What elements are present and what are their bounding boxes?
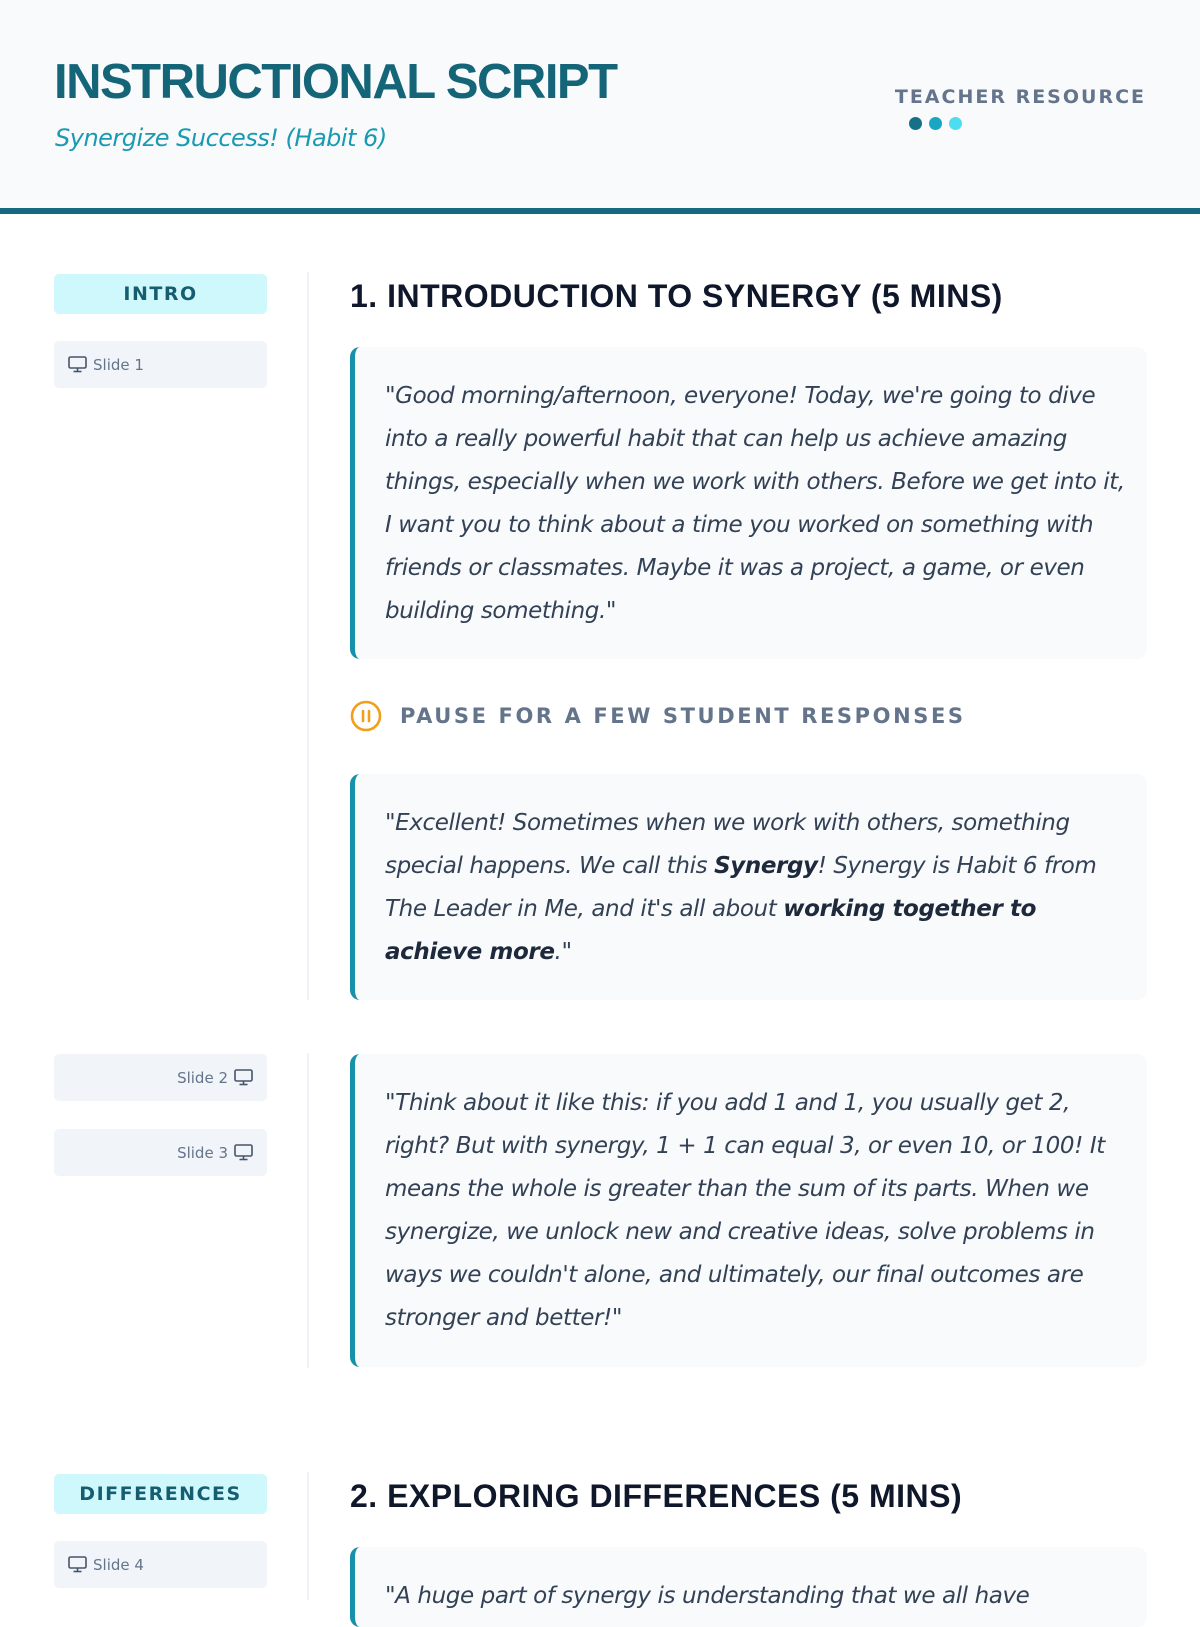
dot-1 bbox=[909, 117, 922, 130]
slide-label: Slide 4 bbox=[93, 1555, 144, 1574]
section-divider bbox=[307, 1053, 309, 1368]
monitor-icon bbox=[68, 356, 87, 373]
section-chip-intro: INTRO bbox=[54, 274, 267, 314]
document-title: INSTRUCTIONAL SCRIPT bbox=[54, 55, 617, 109]
pause-instruction bbox=[350, 700, 966, 732]
dot-2 bbox=[929, 117, 942, 130]
script-quote: "Good morning/afternoon, everyone! Today, we're going to dive into a really powerful habit that can help us achieve amazing things, especially when we work with others. Before we get into it, I want you to think about a time you worked on something with friends or classmates. Maybe it was a project, a game, or even building something." bbox=[350, 347, 1147, 659]
decorative-dots bbox=[909, 117, 962, 130]
slide-tag-2[interactable] bbox=[54, 1054, 267, 1101]
quote-emphasis: working together to achieve more bbox=[385, 896, 1037, 965]
monitor-icon bbox=[68, 1556, 87, 1573]
monitor-icon bbox=[234, 1069, 253, 1086]
slide-label: Slide 1 bbox=[93, 355, 144, 374]
slide-tag-1[interactable] bbox=[54, 341, 267, 388]
script-quote: "A huge part of synergy is understanding that we all have bbox=[350, 1547, 1147, 1627]
section-chip-differences: DIFFERENCES bbox=[54, 1474, 267, 1514]
script-quote: "Think about it like this: if you add 1 and 1, you usually get 2, right? But with synergy, 1 + 1 can equal 3, or even 10, or 100! It means the whole is greater than the sum of its parts. When we synergize, we unlock new and creative ideas, solve problems in ways we couldn't alone, and ultimately, our final outcomes are stronger and better!" bbox=[350, 1054, 1147, 1367]
dot-3 bbox=[949, 117, 962, 130]
slide-label: Slide 3 bbox=[177, 1143, 228, 1162]
monitor-icon bbox=[234, 1144, 253, 1161]
slide-tag-3[interactable] bbox=[54, 1129, 267, 1176]
pause-text: PAUSE FOR A FEW STUDENT RESPONSES bbox=[400, 704, 966, 728]
section-heading: 2. EXPLORING DIFFERENCES (5 MINS) bbox=[350, 1478, 963, 1514]
slide-tag-4[interactable] bbox=[54, 1541, 267, 1588]
slide-label: Slide 2 bbox=[177, 1068, 228, 1087]
document-header bbox=[0, 0, 1200, 214]
quote-text: ! Synergy is Habit 6 from The Leader in Me, and it's all about bbox=[385, 853, 1097, 922]
quote-text: "Excellent! Sometimes when we work with others, something special happens. We call this bbox=[385, 810, 1070, 879]
section-divider bbox=[307, 1472, 309, 1600]
pause-icon bbox=[350, 700, 382, 732]
resource-label: TEACHER RESOURCE bbox=[894, 86, 1146, 108]
quote-text: ." bbox=[554, 939, 572, 965]
section-heading: 1. INTRODUCTION TO SYNERGY (5 MINS) bbox=[350, 278, 1003, 314]
script-quote bbox=[350, 774, 1147, 1000]
quote-emphasis: Synergy bbox=[714, 853, 818, 879]
section-divider bbox=[307, 272, 309, 1000]
document-subtitle: Synergize Success! (Habit 6) bbox=[55, 124, 387, 152]
